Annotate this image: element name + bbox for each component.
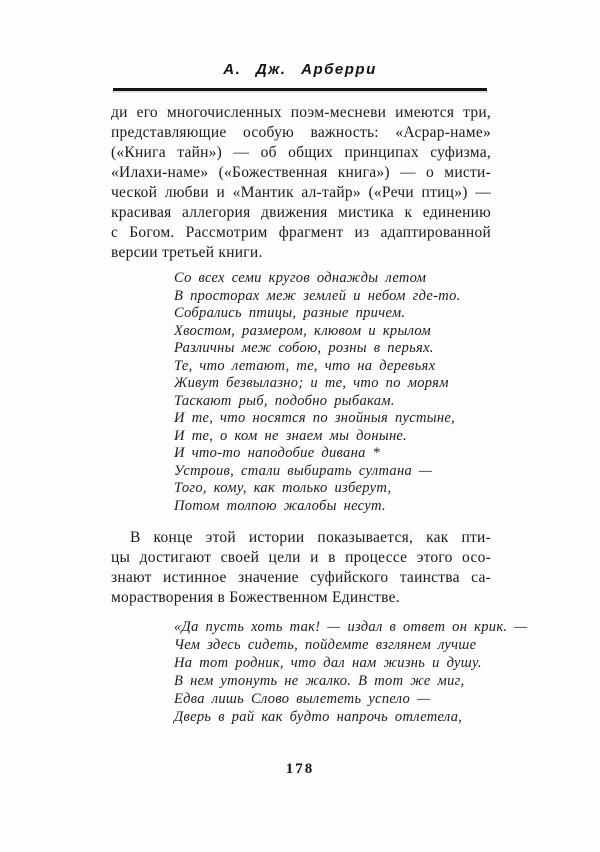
verse-line: Те, что летают, те, что на деревьях: [174, 357, 436, 374]
text-line: В конце этой истории показывается, как пти-: [130, 529, 491, 546]
verse-line: В просторах меж землей и небом где-то.: [174, 287, 461, 304]
text-line: ди его многочисленных поэм-месневи имеются три,: [111, 104, 491, 121]
verse-line: Хвостом, размером, клювом и крылом: [174, 322, 431, 339]
verse-line: Потом толпою жалобы несут.: [174, 497, 386, 514]
header-rule: [113, 88, 487, 91]
verse-line: Чем здесь сидеть, пойдемте взглянем лучше: [174, 637, 477, 653]
paragraph-2: [111, 528, 491, 608]
text-line: версии третьей книги.: [111, 244, 263, 261]
text-line: красивая аллегория движения мистика к единению: [111, 204, 491, 221]
verse-line: И те, что носятся по знойныя пустыне,: [174, 410, 456, 426]
text-line: цы достигают своей цели и в процессе этого осо-: [111, 549, 491, 566]
verse-block-1: [174, 270, 461, 515]
verse-line: В нем утонуть не жалко. В тот же миг,: [174, 673, 465, 689]
verse-line: «Да пусть хоть так! — издал в ответ он крик. —: [174, 619, 528, 635]
text-line: знают истинное значение суфийского таинства са-: [111, 569, 491, 586]
verse-line-with-footnote-asterisk: И что-то наподобие дивана *: [174, 445, 381, 461]
verse-line: Различны меж собою, розны в перьях.: [174, 340, 434, 356]
verse-block-2: [174, 618, 527, 726]
text-line: с Богом. Рассмотрим фрагмент из адаптированной: [111, 224, 491, 241]
verse-line: Живут безвылазно; и те, что по морям: [174, 375, 449, 391]
text-line: («Книга тайн») — об общих принципах суфизма,: [111, 144, 491, 161]
text-line: морастворения в Божественном Единстве.: [111, 589, 400, 606]
page-number: 178: [285, 761, 315, 777]
verse-line: И те, о ком не знаем мы доныне.: [174, 427, 408, 444]
running-head-author: А. Дж. Арберри: [223, 61, 377, 78]
text-line: «Илахи-наме» («Божественная книга») — о мисти-: [111, 164, 491, 181]
verse-line: Таскают рыб, подобно рыбакам.: [174, 392, 395, 409]
verse-line: Дверь в рай как будто напрочь отлетела,: [174, 709, 463, 725]
verse-line: Собрались птицы, разные причем.: [174, 305, 406, 321]
verse-line: Со всех семи кругов однажды летом: [174, 270, 427, 286]
text-line: представляющие особую важность: «Асрар-наме»: [111, 124, 491, 141]
paragraph-1: [111, 103, 491, 263]
verse-line: На тот родник, что дал нам жизнь и душу.: [174, 655, 482, 671]
verse-line: Того, кому, как только изберут,: [174, 480, 392, 496]
verse-line: Едва лишь Слово вылететь успело —: [174, 691, 431, 707]
text-line: ческой любви и «Мантик ал-тайр» («Речи птиц») —: [111, 184, 491, 201]
verse-line: Устроив, стали выбирать султана —: [174, 462, 433, 479]
